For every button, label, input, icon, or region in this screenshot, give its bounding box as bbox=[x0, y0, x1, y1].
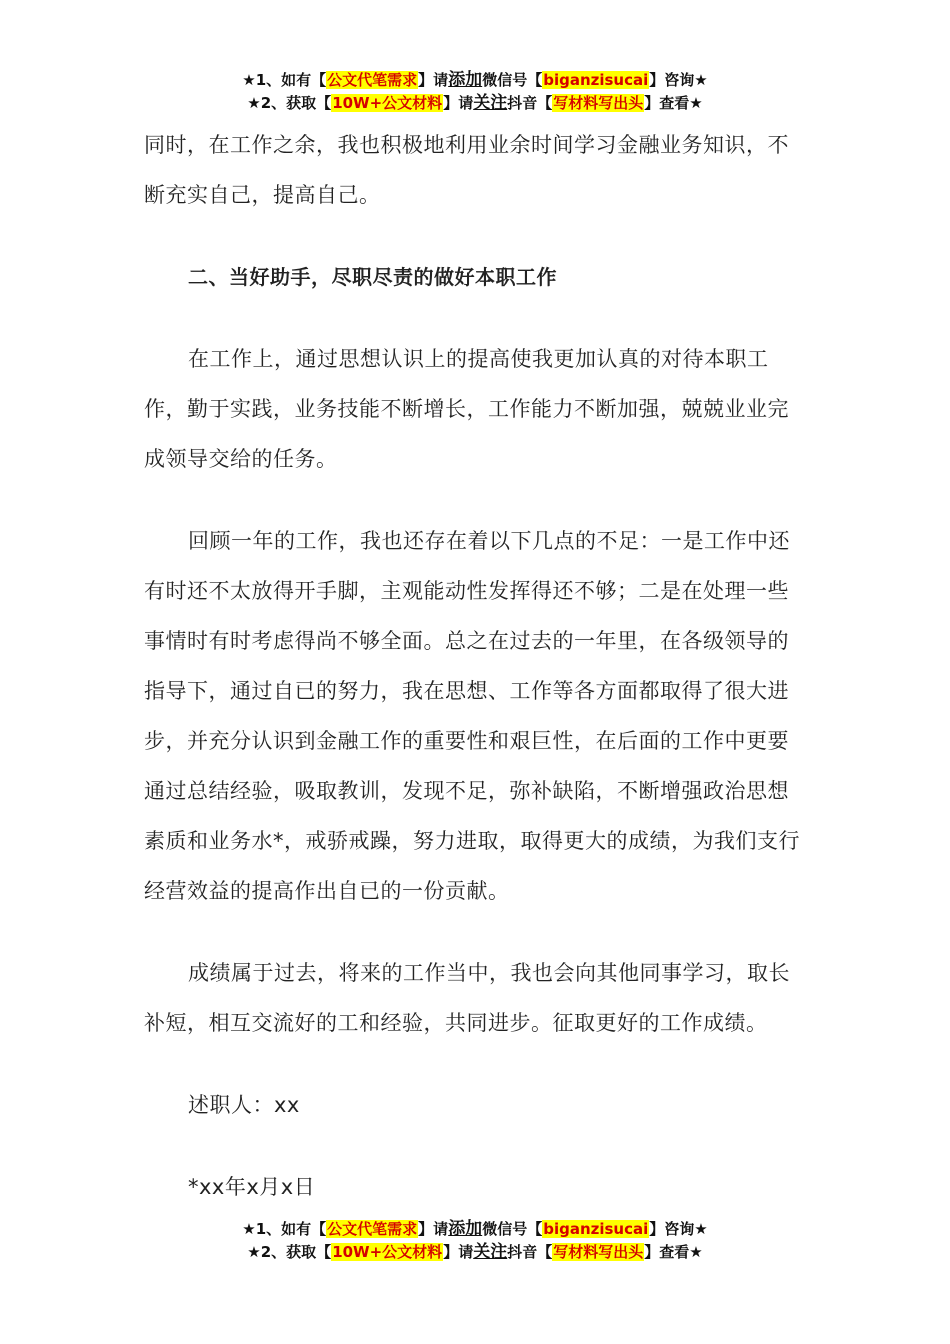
promo-text: ★1、如有【 bbox=[242, 1220, 327, 1238]
paragraph-continuation: 同时，在工作之余，我也积极地利用业余时间学习金融业务知识，不断充实自己，提高自己。 bbox=[144, 133, 789, 207]
promo-text: 微信号【 bbox=[482, 71, 543, 89]
promo-emphasis: 添加 bbox=[448, 70, 483, 90]
promo-text: ★2、获取【 bbox=[247, 94, 332, 112]
promo-highlight: 10W+公文材料 bbox=[332, 94, 443, 112]
promo-text: 】请 bbox=[443, 1243, 474, 1261]
paragraph-gap bbox=[144, 916, 810, 948]
document-body bbox=[144, 120, 810, 1212]
promo-text: 】请 bbox=[443, 94, 474, 112]
promo-emphasis: 关注 bbox=[473, 1242, 508, 1262]
promo-text: ★2、获取【 bbox=[247, 1243, 332, 1261]
date: *xx年x月x日 bbox=[188, 1175, 316, 1199]
section-heading: 二、当好助手，尽职尽责的做好本职工作 bbox=[188, 265, 557, 289]
paragraph-future: 成绩属于过去，将来的工作当中，我也会向其他同事学习，取长补短，相互交流好的工和经验，共同进步。征取更好的工作成绩。 bbox=[144, 961, 790, 1035]
promo-line-2 bbox=[0, 92, 950, 115]
promo-highlight: 公文代笔需求 bbox=[327, 71, 418, 89]
promo-highlight: 10W+公文材料 bbox=[332, 1243, 443, 1261]
promo-line-2 bbox=[0, 1241, 950, 1264]
paragraph-gap bbox=[144, 484, 810, 516]
promo-text: 】咨询★ bbox=[649, 71, 708, 89]
promo-line-1 bbox=[0, 1218, 950, 1241]
promo-text: ★1、如有【 bbox=[242, 71, 327, 89]
promo-emphasis: 添加 bbox=[448, 1219, 483, 1239]
promo-banner-bottom bbox=[0, 1218, 950, 1264]
promo-text: 】请 bbox=[418, 1220, 449, 1238]
promo-text: 】咨询★ bbox=[649, 1220, 708, 1238]
promo-highlight-douyin: 写材料写出头 bbox=[553, 1243, 644, 1261]
promo-line-1 bbox=[0, 69, 950, 92]
promo-banner-top bbox=[0, 69, 950, 115]
paragraph-gap bbox=[144, 1130, 810, 1162]
paragraph-review: 回顾一年的工作，我也还存在着以下几点的不足：一是工作中还有时还不太放得开手脚，主观能动性发挥得还不够；二是在处理一些事情时有时考虑得尚不够全面。总之在过去的一年里，在各级领导的指导下，通过自已的努力，我在思想、工作等各方面都取得了很大进步，并充分认识到金融工作的重要性和艰巨性，在后面的工作中更要通过总结经验，吸取教训，发现不足，弥补缺陷，不断增强政治思想素质和业务水*，戒骄戒躁，努力进取，取得更大的成绩，为我们支行经营效益的提高作出自已的一份贡献。 bbox=[144, 529, 800, 903]
promo-highlight-wechat: biganzisucai bbox=[543, 1220, 649, 1238]
promo-text: 】查看★ bbox=[644, 1243, 703, 1261]
promo-text: 抖音【 bbox=[507, 1243, 553, 1261]
paragraph-gap bbox=[144, 220, 810, 252]
paragraph-gap bbox=[144, 302, 810, 334]
promo-emphasis: 关注 bbox=[473, 93, 508, 113]
promo-text: 】请 bbox=[418, 71, 449, 89]
paragraph-work: 在工作上，通过思想认识上的提高使我更加认真的对待本职工作，勤于实践，业务技能不断增长，工作能力不断加强，兢兢业业完成领导交给的任务。 bbox=[144, 347, 789, 471]
paragraph-gap bbox=[144, 1048, 810, 1080]
promo-highlight: 公文代笔需求 bbox=[327, 1220, 418, 1238]
promo-text: 微信号【 bbox=[482, 1220, 543, 1238]
promo-highlight-wechat: biganzisucai bbox=[543, 71, 649, 89]
signature: 述职人：xx bbox=[188, 1093, 300, 1117]
promo-text: 抖音【 bbox=[507, 94, 553, 112]
promo-highlight-douyin: 写材料写出头 bbox=[553, 94, 644, 112]
promo-text: 】查看★ bbox=[644, 94, 703, 112]
